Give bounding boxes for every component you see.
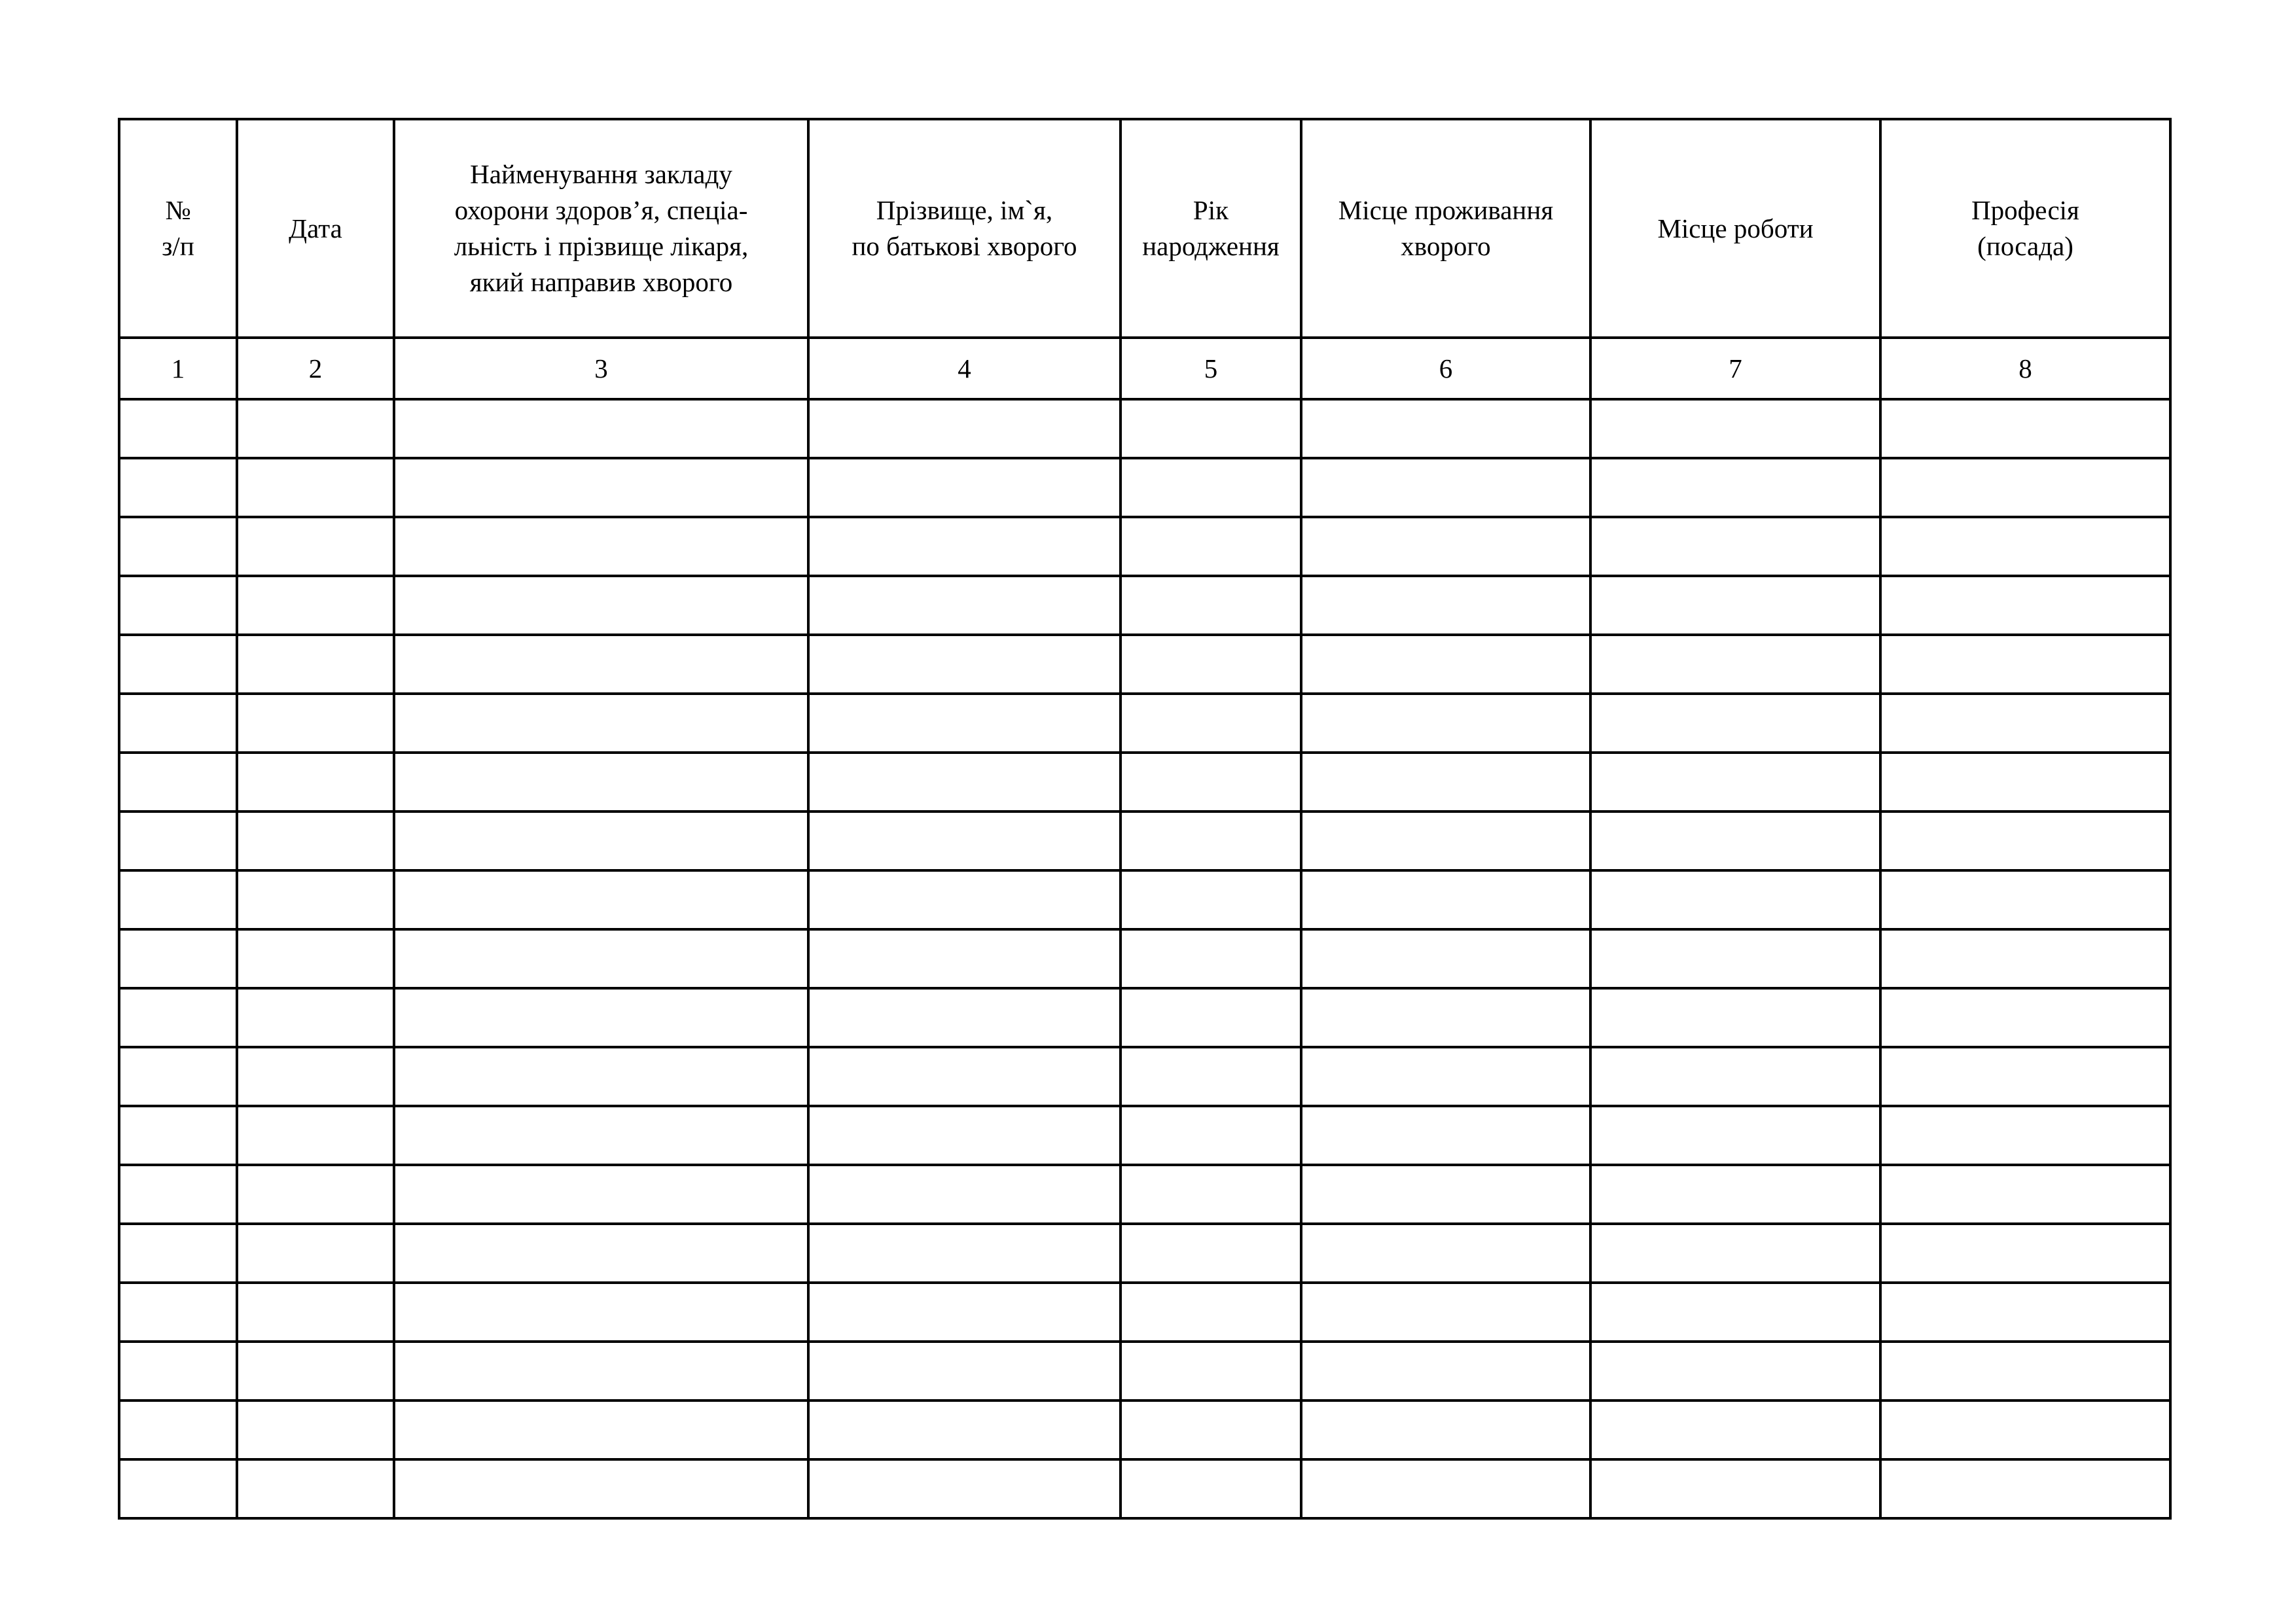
table-cell[interactable] xyxy=(394,1400,808,1459)
table-cell[interactable] xyxy=(394,812,808,870)
table-cell[interactable] xyxy=(394,753,808,812)
table-cell[interactable] xyxy=(1880,399,2170,458)
header-number: № з/п xyxy=(119,119,237,338)
table-cell[interactable] xyxy=(1301,1459,1590,1518)
table-cell[interactable] xyxy=(119,635,237,694)
table-cell[interactable] xyxy=(1880,458,2170,517)
table-cell[interactable] xyxy=(237,753,394,812)
table-row xyxy=(119,517,2170,576)
table-cell[interactable] xyxy=(1880,694,2170,753)
column-number: 2 xyxy=(237,338,394,399)
table-cell[interactable] xyxy=(237,576,394,635)
table-cell[interactable] xyxy=(808,635,1121,694)
table-cell[interactable] xyxy=(394,929,808,988)
table-cell[interactable] xyxy=(394,1165,808,1224)
table-cell[interactable] xyxy=(1121,517,1301,576)
table-cell[interactable] xyxy=(1121,1224,1301,1283)
table-cell[interactable] xyxy=(1301,1283,1590,1342)
column-number: 3 xyxy=(394,338,808,399)
table-cell[interactable] xyxy=(808,1342,1121,1400)
table-cell[interactable] xyxy=(1301,1047,1590,1106)
table-cell[interactable] xyxy=(808,1165,1121,1224)
table-cell[interactable] xyxy=(119,1459,237,1518)
table-cell[interactable] xyxy=(237,870,394,929)
table-cell[interactable] xyxy=(394,635,808,694)
table-cell[interactable] xyxy=(1590,1106,1880,1165)
table-cell[interactable] xyxy=(237,1106,394,1165)
table-cell[interactable] xyxy=(808,1224,1121,1283)
table-cell[interactable] xyxy=(119,1165,237,1224)
column-number: 6 xyxy=(1301,338,1590,399)
table-cell[interactable] xyxy=(119,1400,237,1459)
table-row xyxy=(119,458,2170,517)
table-cell[interactable] xyxy=(808,870,1121,929)
table-cell[interactable] xyxy=(119,576,237,635)
column-number-row xyxy=(119,338,2170,399)
table-cell[interactable] xyxy=(808,576,1121,635)
table-cell[interactable] xyxy=(808,753,1121,812)
table-cell[interactable] xyxy=(1121,988,1301,1047)
table-cell[interactable] xyxy=(237,1342,394,1400)
patient-register-table xyxy=(118,118,2172,1520)
table-cell[interactable] xyxy=(1880,812,2170,870)
table-cell[interactable] xyxy=(119,988,237,1047)
table-cell[interactable] xyxy=(1880,1224,2170,1283)
table-cell[interactable] xyxy=(237,929,394,988)
table-cell[interactable] xyxy=(1590,870,1880,929)
table-row xyxy=(119,870,2170,929)
table-cell[interactable] xyxy=(1590,576,1880,635)
table-cell[interactable] xyxy=(237,399,394,458)
table-cell[interactable] xyxy=(119,1106,237,1165)
table-cell[interactable] xyxy=(1121,1283,1301,1342)
table-cell[interactable] xyxy=(1301,1400,1590,1459)
table-cell[interactable] xyxy=(1880,1047,2170,1106)
table-cell[interactable] xyxy=(1121,399,1301,458)
table-cell[interactable] xyxy=(1301,399,1590,458)
header-workplace: Місце роботи xyxy=(1590,119,1880,338)
table-cell[interactable] xyxy=(1590,1342,1880,1400)
table-cell[interactable] xyxy=(808,1400,1121,1459)
table-row xyxy=(119,753,2170,812)
table-cell[interactable] xyxy=(1301,1224,1590,1283)
table-cell[interactable] xyxy=(394,988,808,1047)
table-row xyxy=(119,812,2170,870)
table-cell[interactable] xyxy=(808,1106,1121,1165)
table-cell[interactable] xyxy=(808,812,1121,870)
table-row xyxy=(119,1283,2170,1342)
table-cell[interactable] xyxy=(119,1283,237,1342)
table-cell[interactable] xyxy=(394,576,808,635)
column-number: 8 xyxy=(1880,338,2170,399)
table-cell[interactable] xyxy=(394,1224,808,1283)
table-cell[interactable] xyxy=(1121,458,1301,517)
table-cell[interactable] xyxy=(1880,635,2170,694)
table-cell[interactable] xyxy=(1301,517,1590,576)
table-cell[interactable] xyxy=(1590,1283,1880,1342)
table-row xyxy=(119,1106,2170,1165)
table-cell[interactable] xyxy=(237,812,394,870)
header-row xyxy=(119,119,2170,338)
table-cell[interactable] xyxy=(1590,1047,1880,1106)
table-cell[interactable] xyxy=(1121,753,1301,812)
table-cell[interactable] xyxy=(1301,694,1590,753)
table-cell[interactable] xyxy=(119,870,237,929)
table-cell[interactable] xyxy=(1880,1283,2170,1342)
table-cell[interactable] xyxy=(119,1047,237,1106)
header-birth-year: Рік народження xyxy=(1121,119,1301,338)
table-cell[interactable] xyxy=(1590,812,1880,870)
table-cell[interactable] xyxy=(119,812,237,870)
table-cell[interactable] xyxy=(1590,635,1880,694)
table-cell[interactable] xyxy=(808,988,1121,1047)
table-cell[interactable] xyxy=(1301,988,1590,1047)
table-cell[interactable] xyxy=(1121,1400,1301,1459)
table-row xyxy=(119,929,2170,988)
table-cell[interactable] xyxy=(808,1283,1121,1342)
table-cell[interactable] xyxy=(1301,753,1590,812)
table-cell[interactable] xyxy=(1590,458,1880,517)
table-cell[interactable] xyxy=(1880,1342,2170,1400)
table-cell[interactable] xyxy=(237,1165,394,1224)
table-cell[interactable] xyxy=(1590,988,1880,1047)
table-cell[interactable] xyxy=(394,517,808,576)
column-number: 1 xyxy=(119,338,237,399)
table-cell[interactable] xyxy=(1590,1400,1880,1459)
table-cell[interactable] xyxy=(1121,870,1301,929)
table-cell[interactable] xyxy=(1880,753,2170,812)
header-profession: Професія (посада) xyxy=(1880,119,2170,338)
table-cell[interactable] xyxy=(1880,576,2170,635)
column-number: 7 xyxy=(1590,338,1880,399)
table-cell[interactable] xyxy=(394,1106,808,1165)
table-cell[interactable] xyxy=(119,517,237,576)
table-cell[interactable] xyxy=(1590,517,1880,576)
table-row xyxy=(119,1047,2170,1106)
table-cell[interactable] xyxy=(808,694,1121,753)
table-cell[interactable] xyxy=(1121,1342,1301,1400)
table-row xyxy=(119,635,2170,694)
table-cell[interactable] xyxy=(237,1283,394,1342)
table-cell[interactable] xyxy=(119,1224,237,1283)
table-row xyxy=(119,1342,2170,1400)
table-cell[interactable] xyxy=(808,399,1121,458)
table-row xyxy=(119,1400,2170,1459)
table-row xyxy=(119,694,2170,753)
table-cell[interactable] xyxy=(1301,870,1590,929)
table-cell[interactable] xyxy=(1301,635,1590,694)
table-cell[interactable] xyxy=(1590,1165,1880,1224)
table-cell[interactable] xyxy=(1880,870,2170,929)
table-cell[interactable] xyxy=(394,458,808,517)
table-cell[interactable] xyxy=(1880,1165,2170,1224)
table-cell[interactable] xyxy=(237,635,394,694)
table-cell[interactable] xyxy=(394,1047,808,1106)
table-cell[interactable] xyxy=(1121,576,1301,635)
table-cell[interactable] xyxy=(237,517,394,576)
table-cell[interactable] xyxy=(1301,1165,1590,1224)
table-cell[interactable] xyxy=(1590,929,1880,988)
table-cell[interactable] xyxy=(1301,812,1590,870)
table-cell[interactable] xyxy=(1590,1224,1880,1283)
table-cell[interactable] xyxy=(1121,694,1301,753)
header-patient-name: Прізвище, ім`я, по батькові хворого xyxy=(808,119,1121,338)
table-cell[interactable] xyxy=(237,988,394,1047)
table-cell[interactable] xyxy=(237,1224,394,1283)
table-cell[interactable] xyxy=(1121,1106,1301,1165)
table-row xyxy=(119,1224,2170,1283)
table-cell[interactable] xyxy=(394,1342,808,1400)
table-cell[interactable] xyxy=(237,694,394,753)
table-cell[interactable] xyxy=(1121,1165,1301,1224)
table-cell[interactable] xyxy=(808,458,1121,517)
table-cell[interactable] xyxy=(1880,1400,2170,1459)
table-cell[interactable] xyxy=(119,1342,237,1400)
table-cell[interactable] xyxy=(1121,812,1301,870)
table-cell[interactable] xyxy=(1301,458,1590,517)
table-cell[interactable] xyxy=(394,870,808,929)
table-cell[interactable] xyxy=(394,694,808,753)
table-row xyxy=(119,576,2170,635)
table-cell[interactable] xyxy=(1880,517,2170,576)
table-cell[interactable] xyxy=(1590,399,1880,458)
table-cell[interactable] xyxy=(237,1459,394,1518)
table-cell[interactable] xyxy=(1880,1106,2170,1165)
table-cell[interactable] xyxy=(119,458,237,517)
table-row xyxy=(119,988,2170,1047)
table-cell[interactable] xyxy=(1121,1459,1301,1518)
header-residence: Місце проживання хворого xyxy=(1301,119,1590,338)
table-row xyxy=(119,1459,2170,1518)
table-cell[interactable] xyxy=(1121,1047,1301,1106)
table-cell[interactable] xyxy=(808,1047,1121,1106)
table-cell[interactable] xyxy=(394,399,808,458)
table-cell[interactable] xyxy=(1301,1106,1590,1165)
table-cell[interactable] xyxy=(394,1283,808,1342)
table-cell[interactable] xyxy=(1121,635,1301,694)
register-body xyxy=(119,399,2170,1518)
table-cell[interactable] xyxy=(237,458,394,517)
table-row xyxy=(119,1165,2170,1224)
table-row xyxy=(119,399,2170,458)
table-cell[interactable] xyxy=(119,753,237,812)
table-cell[interactable] xyxy=(1880,988,2170,1047)
table-cell[interactable] xyxy=(237,1400,394,1459)
table-cell[interactable] xyxy=(1121,929,1301,988)
table-cell[interactable] xyxy=(1590,1459,1880,1518)
table-cell[interactable] xyxy=(1880,929,2170,988)
table-cell[interactable] xyxy=(1590,694,1880,753)
table-cell[interactable] xyxy=(394,1459,808,1518)
column-number: 4 xyxy=(808,338,1121,399)
table-cell[interactable] xyxy=(119,399,237,458)
header-referring-institution: Найменування закладу охорони здоров’я, спеціа- льність і прізвище лікаря, який направив хворого xyxy=(394,119,808,338)
register-sheet xyxy=(118,118,2169,1520)
header-date: Дата xyxy=(237,119,394,338)
table-cell[interactable] xyxy=(808,929,1121,988)
table-cell[interactable] xyxy=(808,517,1121,576)
table-cell[interactable] xyxy=(119,694,237,753)
column-number: 5 xyxy=(1121,338,1301,399)
table-cell[interactable] xyxy=(1590,753,1880,812)
table-cell[interactable] xyxy=(1301,929,1590,988)
table-cell[interactable] xyxy=(1880,1459,2170,1518)
table-cell[interactable] xyxy=(237,1047,394,1106)
table-cell[interactable] xyxy=(1301,1342,1590,1400)
table-cell[interactable] xyxy=(119,929,237,988)
table-cell[interactable] xyxy=(1301,576,1590,635)
table-cell[interactable] xyxy=(808,1459,1121,1518)
